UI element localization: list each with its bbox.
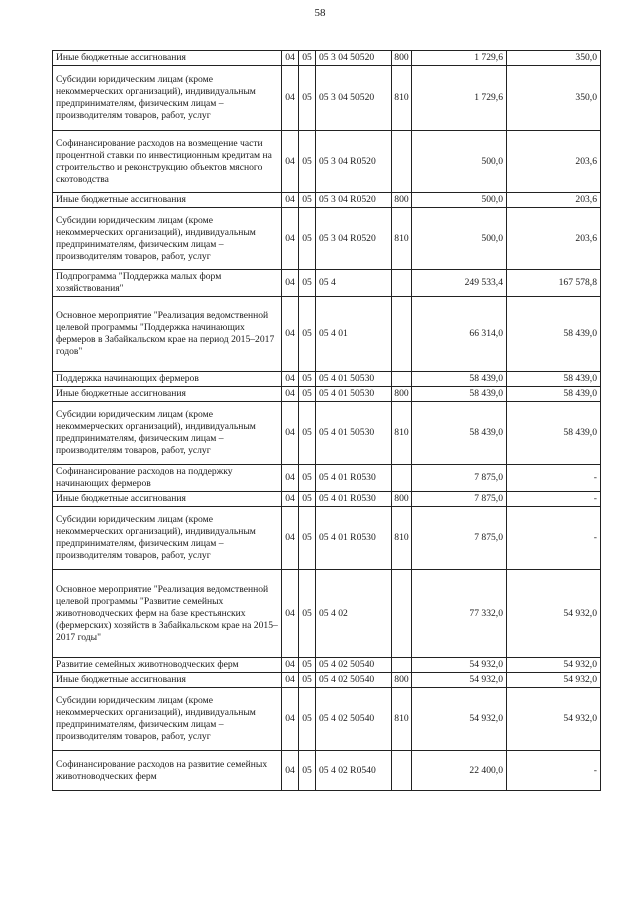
- expense-name-cell: Поддержка начинающих фермеров: [53, 372, 282, 387]
- approved-amount-cell: 7 875,0: [412, 465, 507, 492]
- table-row: [53, 658, 601, 673]
- subsection-code-cell: 05: [299, 208, 316, 270]
- table-row: [53, 688, 601, 751]
- table-row: [53, 570, 601, 658]
- target-article-code-cell: 05 4 01 50530: [316, 402, 392, 465]
- approved-amount-cell: 58 439,0: [412, 387, 507, 402]
- approved-amount-cell: 249 533,4: [412, 270, 507, 297]
- expense-type-code-cell: [392, 131, 412, 193]
- approved-amount-cell: 1 729,6: [412, 66, 507, 131]
- section-code-cell: 04: [282, 402, 299, 465]
- subsection-code-cell: 05: [299, 688, 316, 751]
- table-row: [53, 507, 601, 570]
- approved-amount-cell: 7 875,0: [412, 507, 507, 570]
- approved-amount-cell: 66 314,0: [412, 297, 507, 372]
- executed-amount-cell: -: [507, 751, 601, 791]
- section-code-cell: 04: [282, 465, 299, 492]
- subsection-code-cell: 05: [299, 673, 316, 688]
- subsection-code-cell: 05: [299, 372, 316, 387]
- expense-type-code-cell: [392, 297, 412, 372]
- expense-type-code-cell: [392, 270, 412, 297]
- executed-amount-cell: -: [507, 465, 601, 492]
- approved-amount-cell: 500,0: [412, 131, 507, 193]
- executed-amount-cell: 58 439,0: [507, 297, 601, 372]
- subsection-code-cell: 05: [299, 51, 316, 66]
- target-article-code-cell: 05 4 02 R0540: [316, 751, 392, 791]
- subsection-code-cell: 05: [299, 270, 316, 297]
- section-code-cell: 04: [282, 193, 299, 208]
- executed-amount-cell: 54 932,0: [507, 570, 601, 658]
- expense-name-cell: Основное мероприятие "Реализация ведомственной целевой программы "Поддержка начинающих фермеров в Забайкальском крае на период 2015–2017 годов": [53, 297, 282, 372]
- executed-amount-cell: 167 578,8: [507, 270, 601, 297]
- executed-amount-cell: 54 932,0: [507, 658, 601, 673]
- target-article-code-cell: 05 3 04 R0520: [316, 193, 392, 208]
- table-row: [53, 131, 601, 193]
- section-code-cell: 04: [282, 673, 299, 688]
- section-code-cell: 04: [282, 51, 299, 66]
- section-code-cell: 04: [282, 131, 299, 193]
- table-row: [53, 51, 601, 66]
- expense-type-code-cell: [392, 372, 412, 387]
- table-row: [53, 270, 601, 297]
- section-code-cell: 04: [282, 208, 299, 270]
- executed-amount-cell: 58 439,0: [507, 372, 601, 387]
- table-row: [53, 402, 601, 465]
- approved-amount-cell: 54 932,0: [412, 658, 507, 673]
- table-row: [53, 297, 601, 372]
- section-code-cell: 04: [282, 570, 299, 658]
- expense-name-cell: Иные бюджетные ассигнования: [53, 193, 282, 208]
- approved-amount-cell: 58 439,0: [412, 402, 507, 465]
- approved-amount-cell: 500,0: [412, 193, 507, 208]
- table-row: [53, 372, 601, 387]
- expense-type-code-cell: 800: [392, 492, 412, 507]
- expense-type-code-cell: 810: [392, 208, 412, 270]
- subsection-code-cell: 05: [299, 507, 316, 570]
- table-body: [53, 51, 601, 791]
- expense-name-cell: Софинансирование расходов на развитие семейных животноводческих ферм: [53, 751, 282, 791]
- subsection-code-cell: 05: [299, 297, 316, 372]
- executed-amount-cell: 350,0: [507, 66, 601, 131]
- target-article-code-cell: 05 4 01 50530: [316, 387, 392, 402]
- subsection-code-cell: 05: [299, 193, 316, 208]
- table-row: [53, 751, 601, 791]
- executed-amount-cell: 58 439,0: [507, 402, 601, 465]
- table-row: [53, 673, 601, 688]
- executed-amount-cell: 203,6: [507, 193, 601, 208]
- expense-type-code-cell: [392, 570, 412, 658]
- executed-amount-cell: -: [507, 507, 601, 570]
- page-number: 58: [314, 7, 326, 19]
- section-code-cell: 04: [282, 66, 299, 131]
- expense-type-code-cell: [392, 465, 412, 492]
- approved-amount-cell: 54 932,0: [412, 688, 507, 751]
- approved-amount-cell: 58 439,0: [412, 372, 507, 387]
- subsection-code-cell: 05: [299, 751, 316, 791]
- section-code-cell: 04: [282, 658, 299, 673]
- subsection-code-cell: 05: [299, 570, 316, 658]
- expense-type-code-cell: 800: [392, 51, 412, 66]
- section-code-cell: 04: [282, 297, 299, 372]
- target-article-code-cell: 05 3 04 R0520: [316, 208, 392, 270]
- target-article-code-cell: 05 3 04 R0520: [316, 131, 392, 193]
- budget-table: [52, 50, 601, 791]
- executed-amount-cell: 54 932,0: [507, 673, 601, 688]
- expense-name-cell: Субсидии юридическим лицам (кроме некоммерческих организаций), индивидуальным предпринимателям, физическим лицам – производителям товаров, работ, услуг: [53, 402, 282, 465]
- table-row: [53, 208, 601, 270]
- target-article-code-cell: 05 4 01 R0530: [316, 492, 392, 507]
- expense-type-code-cell: 800: [392, 387, 412, 402]
- expense-name-cell: Иные бюджетные ассигнования: [53, 673, 282, 688]
- expense-name-cell: Иные бюджетные ассигнования: [53, 387, 282, 402]
- table-row: [53, 492, 601, 507]
- subsection-code-cell: 05: [299, 131, 316, 193]
- expense-name-cell: Софинансирование расходов на возмещение части процентной ставки по инвестиционным кредитам на строительство и реконструкцию объектов мясного скотоводства: [53, 131, 282, 193]
- target-article-code-cell: 05 4 02: [316, 570, 392, 658]
- section-code-cell: 04: [282, 507, 299, 570]
- expense-name-cell: Основное мероприятие "Реализация ведомственной целевой программы "Развитие семейных животноводческих ферм на базе крестьянских (фермерских) хозяйств в Забайкальском крае на 2015–2017 годы": [53, 570, 282, 658]
- subsection-code-cell: 05: [299, 387, 316, 402]
- subsection-code-cell: 05: [299, 492, 316, 507]
- expense-name-cell: Развитие семейных животноводческих ферм: [53, 658, 282, 673]
- subsection-code-cell: 05: [299, 402, 316, 465]
- section-code-cell: 04: [282, 688, 299, 751]
- expense-name-cell: Субсидии юридическим лицам (кроме некоммерческих организаций), индивидуальным предпринимателям, физическим лицам – производителям товаров, работ, услуг: [53, 688, 282, 751]
- table-row: [53, 465, 601, 492]
- approved-amount-cell: 77 332,0: [412, 570, 507, 658]
- target-article-code-cell: 05 4 02 50540: [316, 658, 392, 673]
- expense-name-cell: Подпрограмма "Поддержка малых форм хозяйствования": [53, 270, 282, 297]
- approved-amount-cell: 22 400,0: [412, 751, 507, 791]
- expense-type-code-cell: 810: [392, 507, 412, 570]
- executed-amount-cell: 203,6: [507, 208, 601, 270]
- target-article-code-cell: 05 4 01 50530: [316, 372, 392, 387]
- section-code-cell: 04: [282, 387, 299, 402]
- expense-type-code-cell: 800: [392, 193, 412, 208]
- target-article-code-cell: 05 4 02 50540: [316, 688, 392, 751]
- section-code-cell: 04: [282, 270, 299, 297]
- expense-type-code-cell: 810: [392, 402, 412, 465]
- executed-amount-cell: -: [507, 492, 601, 507]
- subsection-code-cell: 05: [299, 465, 316, 492]
- target-article-code-cell: 05 3 04 50520: [316, 51, 392, 66]
- expense-type-code-cell: [392, 751, 412, 791]
- table-row: [53, 66, 601, 131]
- executed-amount-cell: 203,6: [507, 131, 601, 193]
- expense-name-cell: Софинансирование расходов на поддержку начинающих фермеров: [53, 465, 282, 492]
- target-article-code-cell: 05 3 04 50520: [316, 66, 392, 131]
- expense-name-cell: Иные бюджетные ассигнования: [53, 51, 282, 66]
- expense-type-code-cell: 800: [392, 673, 412, 688]
- expense-name-cell: Субсидии юридическим лицам (кроме некоммерческих организаций), индивидуальным предпринимателям, физическим лицам – производителям товаров, работ, услуг: [53, 507, 282, 570]
- expense-name-cell: Субсидии юридическим лицам (кроме некоммерческих организаций), индивидуальным предпринимателям, физическим лицам – производителям товаров, работ, услуг: [53, 66, 282, 131]
- expense-name-cell: Субсидии юридическим лицам (кроме некоммерческих организаций), индивидуальным предпринимателям, физическим лицам – производителям товаров, работ, услуг: [53, 208, 282, 270]
- target-article-code-cell: 05 4 01 R0530: [316, 465, 392, 492]
- expense-type-code-cell: 810: [392, 688, 412, 751]
- table-row: [53, 387, 601, 402]
- target-article-code-cell: 05 4 02 50540: [316, 673, 392, 688]
- section-code-cell: 04: [282, 751, 299, 791]
- subsection-code-cell: 05: [299, 658, 316, 673]
- subsection-code-cell: 05: [299, 66, 316, 131]
- executed-amount-cell: 54 932,0: [507, 688, 601, 751]
- expense-type-code-cell: [392, 658, 412, 673]
- target-article-code-cell: 05 4: [316, 270, 392, 297]
- approved-amount-cell: 7 875,0: [412, 492, 507, 507]
- executed-amount-cell: 350,0: [507, 51, 601, 66]
- expense-name-cell: Иные бюджетные ассигнования: [53, 492, 282, 507]
- section-code-cell: 04: [282, 492, 299, 507]
- target-article-code-cell: 05 4 01 R0530: [316, 507, 392, 570]
- section-code-cell: 04: [282, 372, 299, 387]
- expense-type-code-cell: 810: [392, 66, 412, 131]
- approved-amount-cell: 500,0: [412, 208, 507, 270]
- approved-amount-cell: 54 932,0: [412, 673, 507, 688]
- target-article-code-cell: 05 4 01: [316, 297, 392, 372]
- table-row: [53, 193, 601, 208]
- approved-amount-cell: 1 729,6: [412, 51, 507, 66]
- executed-amount-cell: 58 439,0: [507, 387, 601, 402]
